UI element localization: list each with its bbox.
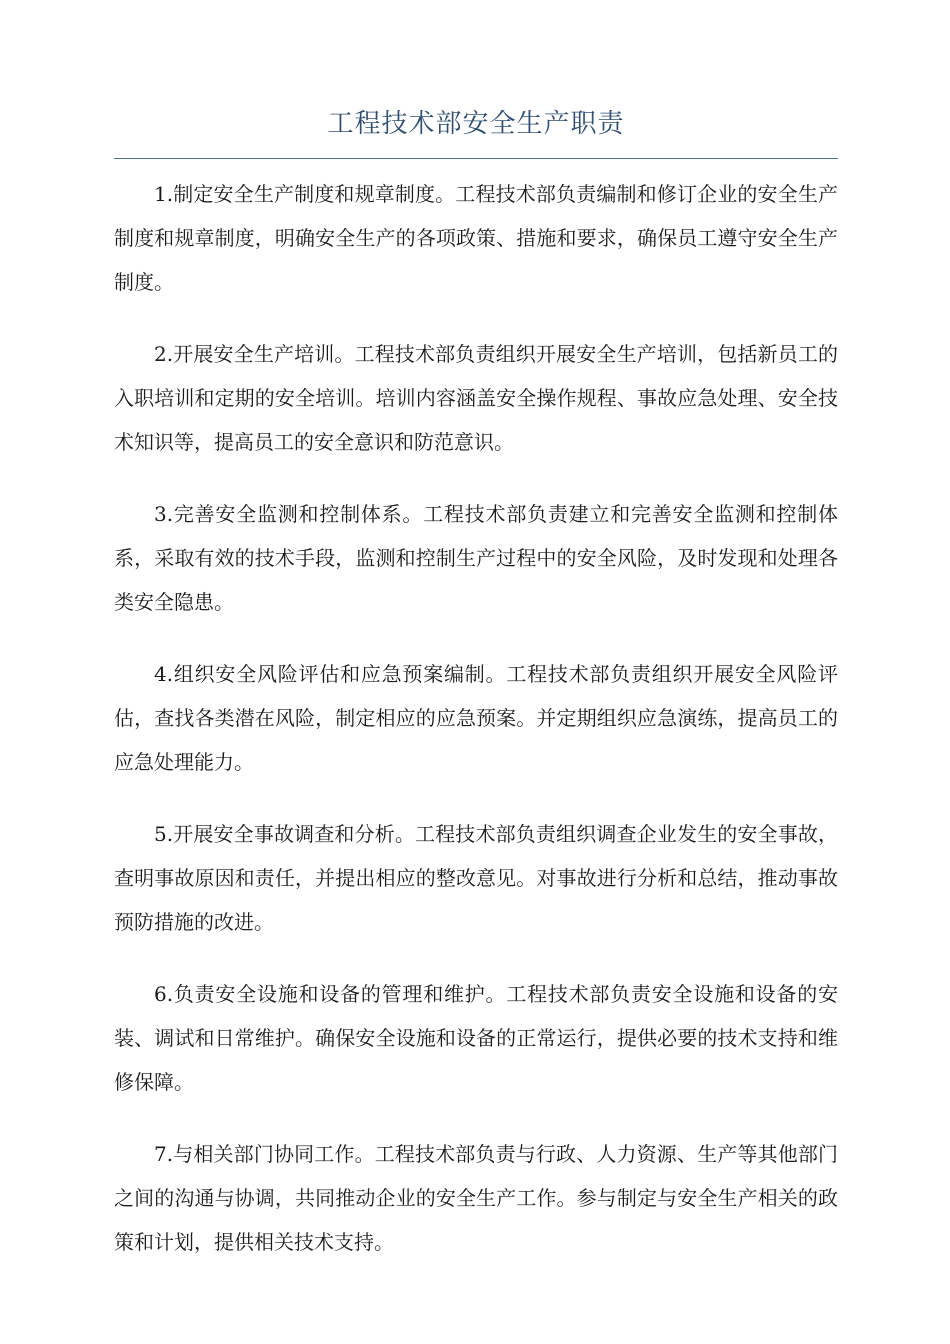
paragraph-4: 4.组织安全风险评估和应急预案编制。工程技术部负责组织开展安全风险评估，查找各类潜在风险，制定相应的应急预案。并定期组织应急演练，提高员工的应急处理能力。 (114, 662, 838, 774)
title-divider (114, 158, 838, 159)
paragraph-7: 7.与相关部门协同工作。工程技术部负责与行政、人力资源、生产等其他部门之间的沟通与协调，共同推动企业的安全生产工作。参与制定与安全生产相关的政策和计划，提供相关技术支持。 (114, 1142, 838, 1254)
paragraph-6: 6.负责安全设施和设备的管理和维护。工程技术部负责安全设施和设备的安装、调试和日常维护。确保安全设施和设备的正常运行，提供必要的技术支持和维修保障。 (114, 982, 838, 1094)
document-title: 工程技术部安全生产职责 (327, 109, 625, 139)
paragraph-5: 5.开展安全事故调查和分析。工程技术部负责组织调查企业发生的安全事故，查明事故原因和责任，并提出相应的整改意见。对事故进行分析和总结，推动事故预防措施的改进。 (114, 822, 838, 934)
paragraph-3: 3.完善安全监测和控制体系。工程技术部负责建立和完善安全监测和控制体系，采取有效的技术手段，监测和控制生产过程中的安全风险，及时发现和处理各类安全隐患。 (114, 502, 838, 614)
paragraph-2: 2.开展安全生产培训。工程技术部负责组织开展安全生产培训，包括新员工的入职培训和定期的安全培训。培训内容涵盖安全操作规程、事故应急处理、安全技术知识等，提高员工的安全意识和防范意识。 (114, 342, 838, 454)
paragraph-1: 1.制定安全生产制度和规章制度。工程技术部负责编制和修订企业的安全生产制度和规章制度，明确安全生产的各项政策、措施和要求，确保员工遵守安全生产制度。 (114, 182, 838, 294)
document-body (114, 172, 838, 1292)
